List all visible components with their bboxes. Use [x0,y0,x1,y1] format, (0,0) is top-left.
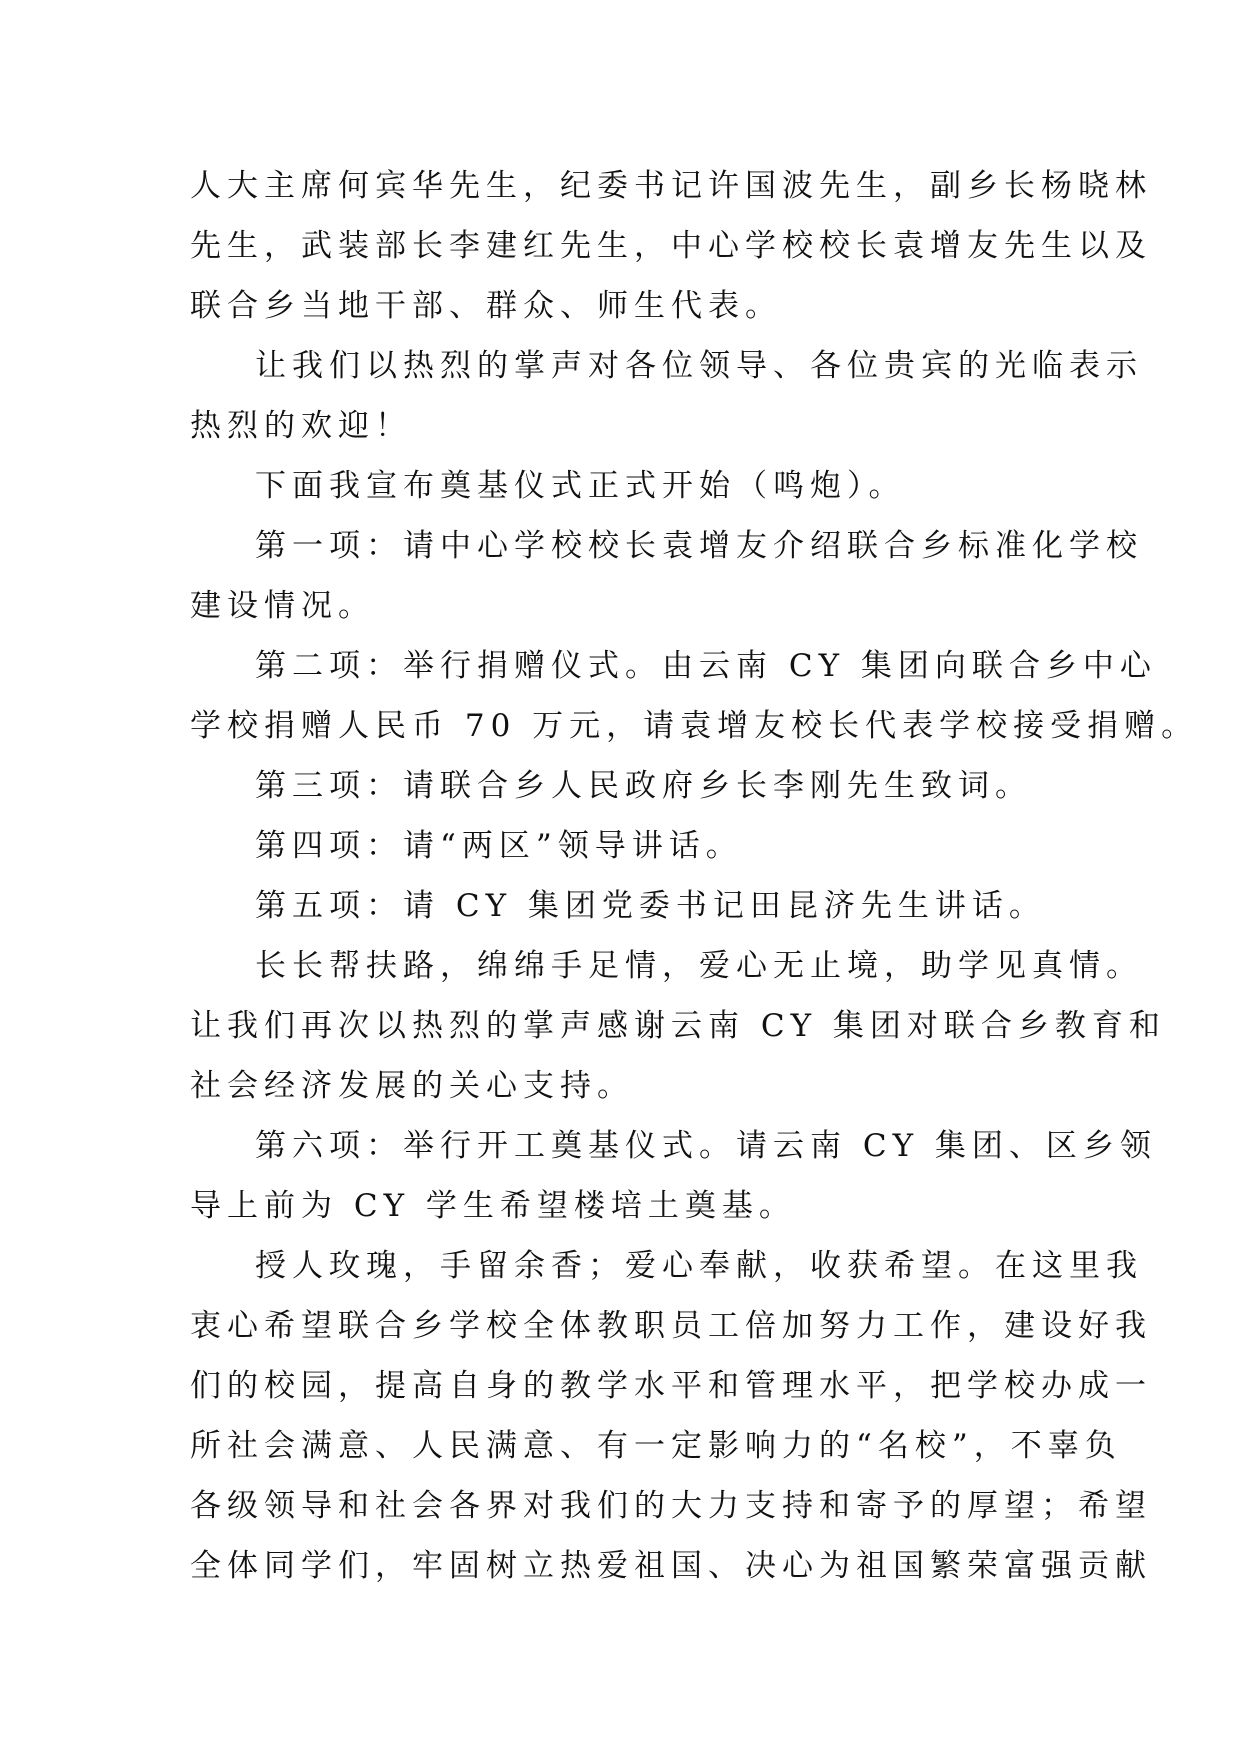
text-line: 导上前为 CY 学生希望楼培土奠基。 [190,1188,796,1224]
text-line: 长长帮扶路，绵绵手足情，爱心无止境，助学见真情。 [255,948,1143,984]
text-line: 第二项：举行捐赠仪式。由云南 CY 集团向联合乡中心 [255,648,1157,684]
text-line: 让我们再次以热烈的掌声感谢云南 CY 集团对联合乡教育和 [190,1008,1166,1044]
text-line: 第五项：请 CY 集团党委书记田昆济先生讲话。 [255,888,1046,924]
text-line: 学校捐赠人民币 70 万元，请袁增友校长代表学校接受捐赠。 [190,708,1199,744]
text-line: 第四项：请“两区”领导讲话。 [255,828,743,864]
text-line: 让我们以热烈的掌声对各位领导、各位贵宾的光临表示 [255,348,1143,384]
text-line: 联合乡当地干部、群众、师生代表。 [190,288,782,324]
text-line: 社会经济发展的关心支持。 [190,1068,634,1104]
text-line: 热烈的欢迎！ [190,408,412,444]
text-line: 授人玫瑰，手留余香；爱心奉献，收获希望。在这里我 [255,1248,1143,1284]
text-line: 所社会满意、人民满意、有一定影响力的“名校”，不辜负 [190,1428,1122,1464]
text-line: 全体同学们，牢固树立热爱祖国、决心为祖国繁荣富强贡献 [190,1548,1152,1584]
text-line: 第三项：请联合乡人民政府乡长李刚先生致词。 [255,768,1032,804]
text-line: 第六项：举行开工奠基仪式。请云南 CY 集团、区乡领 [255,1128,1157,1164]
text-line: 人大主席何宾华先生，纪委书记许国波先生，副乡长杨晓林 [190,168,1152,204]
text-line: 第一项：请中心学校校长袁增友介绍联合乡标准化学校 [255,528,1143,564]
text-line: 各级领导和社会各界对我们的大力支持和寄予的厚望；希望 [190,1488,1152,1524]
text-line: 先生，武装部长李建红先生，中心学校校长袁增友先生以及 [190,228,1152,264]
text-line: 们的校园，提高自身的教学水平和管理水平，把学校办成一 [190,1368,1152,1404]
text-line: 衷心希望联合乡学校全体教职员工倍加努力工作，建设好我 [190,1308,1152,1344]
text-line: 下面我宣布奠基仪式正式开始（鸣炮）。 [255,468,906,504]
text-line: 建设情况。 [190,588,375,624]
